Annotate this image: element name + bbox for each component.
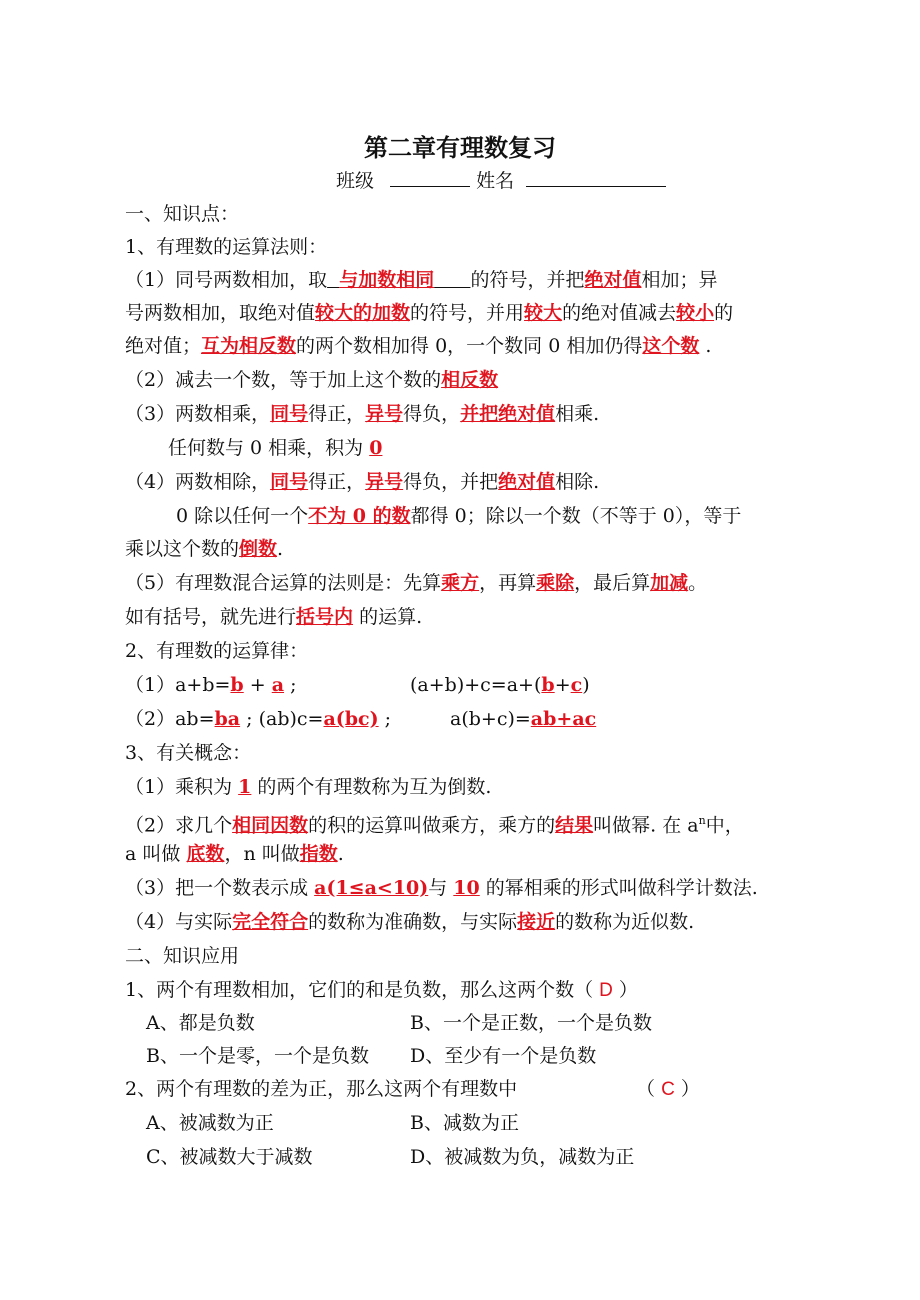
text: 的运算. [353,606,423,628]
text: 的绝对值减去 [562,302,677,324]
answer: c [570,674,583,696]
answer: 与加数相同 [339,269,435,291]
q2-option-c[interactable]: C、被减数大于减数 [146,1146,313,1168]
text: 。 [688,572,708,594]
section-knowledge-heading: 一、知识点： [125,203,240,225]
text: ; [378,708,392,730]
text: （4）与实际 [125,911,233,933]
text: 得负， [403,403,461,425]
q1-option-c[interactable]: B、一个是零，一个是负数 [146,1045,369,1067]
answer: 异号 [365,403,404,425]
text: 得负，并把 [403,471,499,493]
superscript: n [698,814,706,827]
answer[interactable]: D [599,980,613,1001]
concept-4 [125,906,694,938]
answer: 绝对值 [498,471,556,493]
text: （2）减去一个数，等于加上这个数的 [125,369,442,391]
answer: 完全符合 [232,911,309,933]
text: 得正， [308,471,366,493]
question-1-stem [125,974,638,1007]
text: 中， [705,814,744,837]
text: 任何数与 0 相乘，积为 [168,437,364,459]
answer: 较大的加数 [315,302,411,324]
q1-option-b[interactable]: B、一个是正数，一个是负数 [410,1012,652,1034]
text: 的两个有理数称为互为倒数. [257,776,492,798]
rule-5 [125,567,707,599]
text: （4）两数相除， [125,471,271,493]
answer: ba [214,708,241,730]
answer: ab+ac [530,708,597,730]
text: . [337,843,344,865]
answer: 乘除 [536,572,575,594]
text: ，n 叫做 [224,843,300,865]
answer: 括号内 [296,606,354,628]
answer: 倒数 [239,538,278,560]
text: ; (ab)c= [240,708,324,730]
text: + [243,674,272,696]
rule-4 [125,466,599,498]
answer: 相反数 [441,369,499,391]
text: . [699,335,712,357]
text: 的 [714,302,734,324]
class-blank[interactable] [390,166,470,187]
text: 叫做幂. 在 a [593,814,699,837]
text: 的符号，并用 [410,302,525,324]
rule-3-zero [168,432,382,464]
text: 号两数相加，取绝对值 [125,302,316,324]
question-2-stem: 2、两个有理数的差为正，那么这两个有理数中 [125,1078,518,1100]
text: （2）求几个 [125,814,233,837]
rule-3 [125,398,599,430]
rule-5-brackets [125,601,422,633]
text: 得正， [308,403,366,425]
rule-1-line-2 [125,297,733,329]
rule-1-line-1 [125,264,718,296]
blank-pad [327,269,339,291]
text: （5）有理数混合运算的法则是：先算 [125,572,442,594]
text: 的符号，并把 [470,269,585,291]
class-name-row [336,165,666,197]
answer[interactable]: C [661,1079,675,1100]
q1-option-d[interactable]: D、至少有一个是负数 [410,1045,597,1067]
answer: 0 [369,437,383,459]
text: ; [284,674,297,696]
text: （1）乘积为 [125,776,233,798]
text: ） [680,1078,700,1100]
answer: b [230,674,244,696]
text: ，最后算 [574,572,651,594]
answer: 指数 [299,843,338,865]
subsection-operation-laws: 2、有理数的运算律： [125,640,309,662]
concept-3 [125,872,758,904]
text: 相除. [555,471,600,493]
text: 相加；异 [641,269,718,291]
answer: 结果 [555,814,594,837]
answer: 接近 [517,911,556,933]
subsection-operation-rules: 1、有理数的运算法则： [125,236,328,258]
text: ，再算 [479,572,537,594]
name-blank[interactable] [526,166,666,187]
section-application-heading: 二、知识应用 [125,945,240,967]
answer: 底数 [186,843,225,865]
text: 与 [428,877,454,899]
answer: 这个数 [642,335,700,357]
law-1 [125,669,296,701]
rule-1-line-3 [125,330,711,362]
text: 如有括号，就先进行 [125,606,297,628]
concept-2-continued [125,838,344,870]
text: 绝对值； [125,335,202,357]
text: 的数称为准确数，与实际 [308,911,518,933]
question-2-answer-paren [636,1073,700,1106]
page-title: 第二章有理数复习 [364,133,556,162]
answer: 10 [453,877,480,899]
text: （3）两数相乘， [125,403,271,425]
text: a 叫做 [125,843,187,865]
q2-option-b[interactable]: B、减数为正 [410,1112,519,1134]
law-1-associative [410,669,590,701]
answer: a(bc) [323,708,379,730]
rule-4-zero [176,500,741,532]
answer: 同号 [270,471,309,493]
law-2-distributive [450,703,596,735]
text: 1、两个有理数相加，它们的和是负数，那么这两个数（ [125,979,594,1001]
text: 都得 0；除以一个数（不等于 0），等于 [410,505,742,527]
text: 乘以这个数的 [125,538,240,560]
text: 0 除以任何一个 [176,505,309,527]
answer: 较小 [676,302,715,324]
answer: 较大 [524,302,563,324]
text: 的数称为近似数. [555,911,695,933]
text: （ [636,1078,656,1100]
answer: b [541,674,555,696]
text: （3）把一个数表示成 [125,877,315,899]
q1-option-a[interactable]: A、都是负数 [146,1012,255,1034]
text: （2）ab= [125,708,215,730]
answer: a [271,674,285,696]
text: . [277,538,284,560]
text: a(b+c)= [450,708,531,730]
subsection-concepts: 3、有关概念： [125,742,252,764]
answer: 1 [238,776,252,798]
q2-option-a[interactable]: A、被减数为正 [146,1112,274,1134]
text: 相乘. [555,403,600,425]
text: （1）同号两数相加，取 [125,269,328,291]
text: (a+b)+c=a+( [410,674,542,696]
answer: 加减 [650,572,689,594]
answer: 绝对值 [584,269,642,291]
answer: 相同因数 [232,814,309,837]
answer: a(1≤a<10) [314,877,429,899]
text: ） [618,979,638,1001]
text: ) [582,674,590,696]
law-2 [125,703,391,735]
text: 的积的运算叫做乘方，乘方的 [308,814,556,837]
text: （1）a+b= [125,674,231,696]
answer: 并把绝对值 [460,403,556,425]
concept-2 [125,805,744,841]
q2-option-d[interactable]: D、被减数为负，减数为正 [410,1146,635,1168]
rule-2 [125,364,498,396]
text: 的幂相乘的形式叫做科学计数法. [479,877,758,899]
answer: 不为 0 的数 [308,505,411,527]
answer: 异号 [365,471,404,493]
answer: 互为相反数 [201,335,297,357]
answer: 同号 [270,403,309,425]
answer: 乘方 [441,572,480,594]
name-label: 姓名 [476,170,515,192]
concept-1 [125,771,491,803]
blank-pad [434,269,470,291]
class-label: 班级 [336,170,375,192]
rule-4-reciprocal [125,533,283,565]
text: 的两个数相加得 0，一个数同 0 相加仍得 [296,335,643,357]
text: + [554,674,571,696]
